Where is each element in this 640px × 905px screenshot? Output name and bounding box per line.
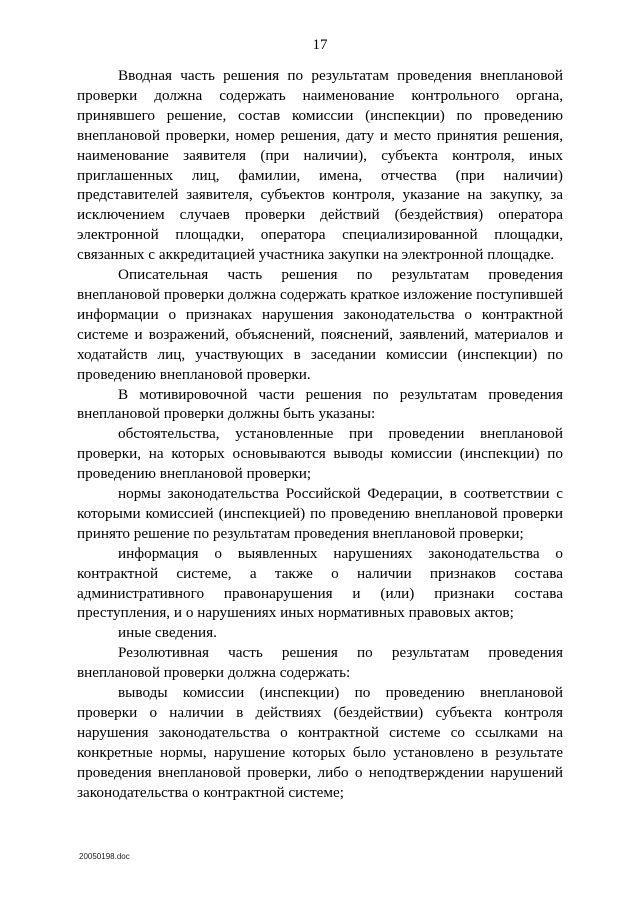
paragraph-motivational-part: В мотивировочной части решения по результатам проведения внеплановой проверки должны быть указаны: (77, 385, 563, 423)
paragraph-legal-norms: нормы законодательства Российской Федерации, в соответствии с которыми комиссией (инспекцией) по проведению внеплановой проверки принято решение по результатам проведения внеплановой проверки; (77, 485, 563, 542)
paragraph-descriptive-part: Описательная часть решения по результатам проведения внеплановой проверки должна содержать краткое изложение поступившей информации о признаках нарушения законодательства о контрактной системе и возражений, объяснений, пояснений, заявлений, материалов и ходатайств лиц, участвующих в заседании комиссии (инспекции) по проведению внеплановой проверки. (77, 266, 563, 383)
paragraph-introductory-part: Вводная часть решения по результатам проведения внеплановой проверки должна содержать наименование контрольного органа, принявшего решение, состав комиссии (инспекции) по проведению внеплановой проверки, номер решения, дату и место принятия решения, наименование заявителя (при наличии), субъекта контроля, иных приглашенных лиц, фамилии, имена, отчества (при наличии) представителей заявителя, субъектов контроля, указание на закупку, за исключением случаев проверки действий (бездействия) оператора электронной площадки, оператора специализированной площадки, связанных с аккредитацией участника закупки на электронной площадке. (77, 67, 563, 264)
file-reference: 20050198.doc (79, 852, 130, 861)
document-body (77, 66, 563, 803)
paragraph-violations-info: информация о выявленных нарушениях законодательства о контрактной системе, а также о наличии признаков состава административного правонарушения и (или) признаки состава преступления, и о нарушениях иных нормативных правовых актов; (77, 544, 563, 622)
paragraph-conclusions: выводы комиссии (инспекции) по проведению внеплановой проверки о наличии в действиях (бездействии) субъекта контроля нарушения законодательства о контрактной системе со ссылками на конкретные нормы, нарушение которых было установлено в результате проведения внеплановой проверки, либо о неподтверждении нарушений законодательства о контрактной системе; (77, 684, 563, 801)
page-number: 17 (312, 37, 328, 53)
paragraph-operative-part: Резолютивная часть решения по результатам проведения внеплановой проверки должна содержать: (77, 644, 563, 682)
paragraph-circumstances: обстоятельства, установленные при проведении внеплановой проверки, на которых основываются выводы комиссии (инспекции) по проведению внеплановой проверки; (77, 425, 563, 483)
paragraph-other-info: иные сведения. (118, 624, 217, 642)
